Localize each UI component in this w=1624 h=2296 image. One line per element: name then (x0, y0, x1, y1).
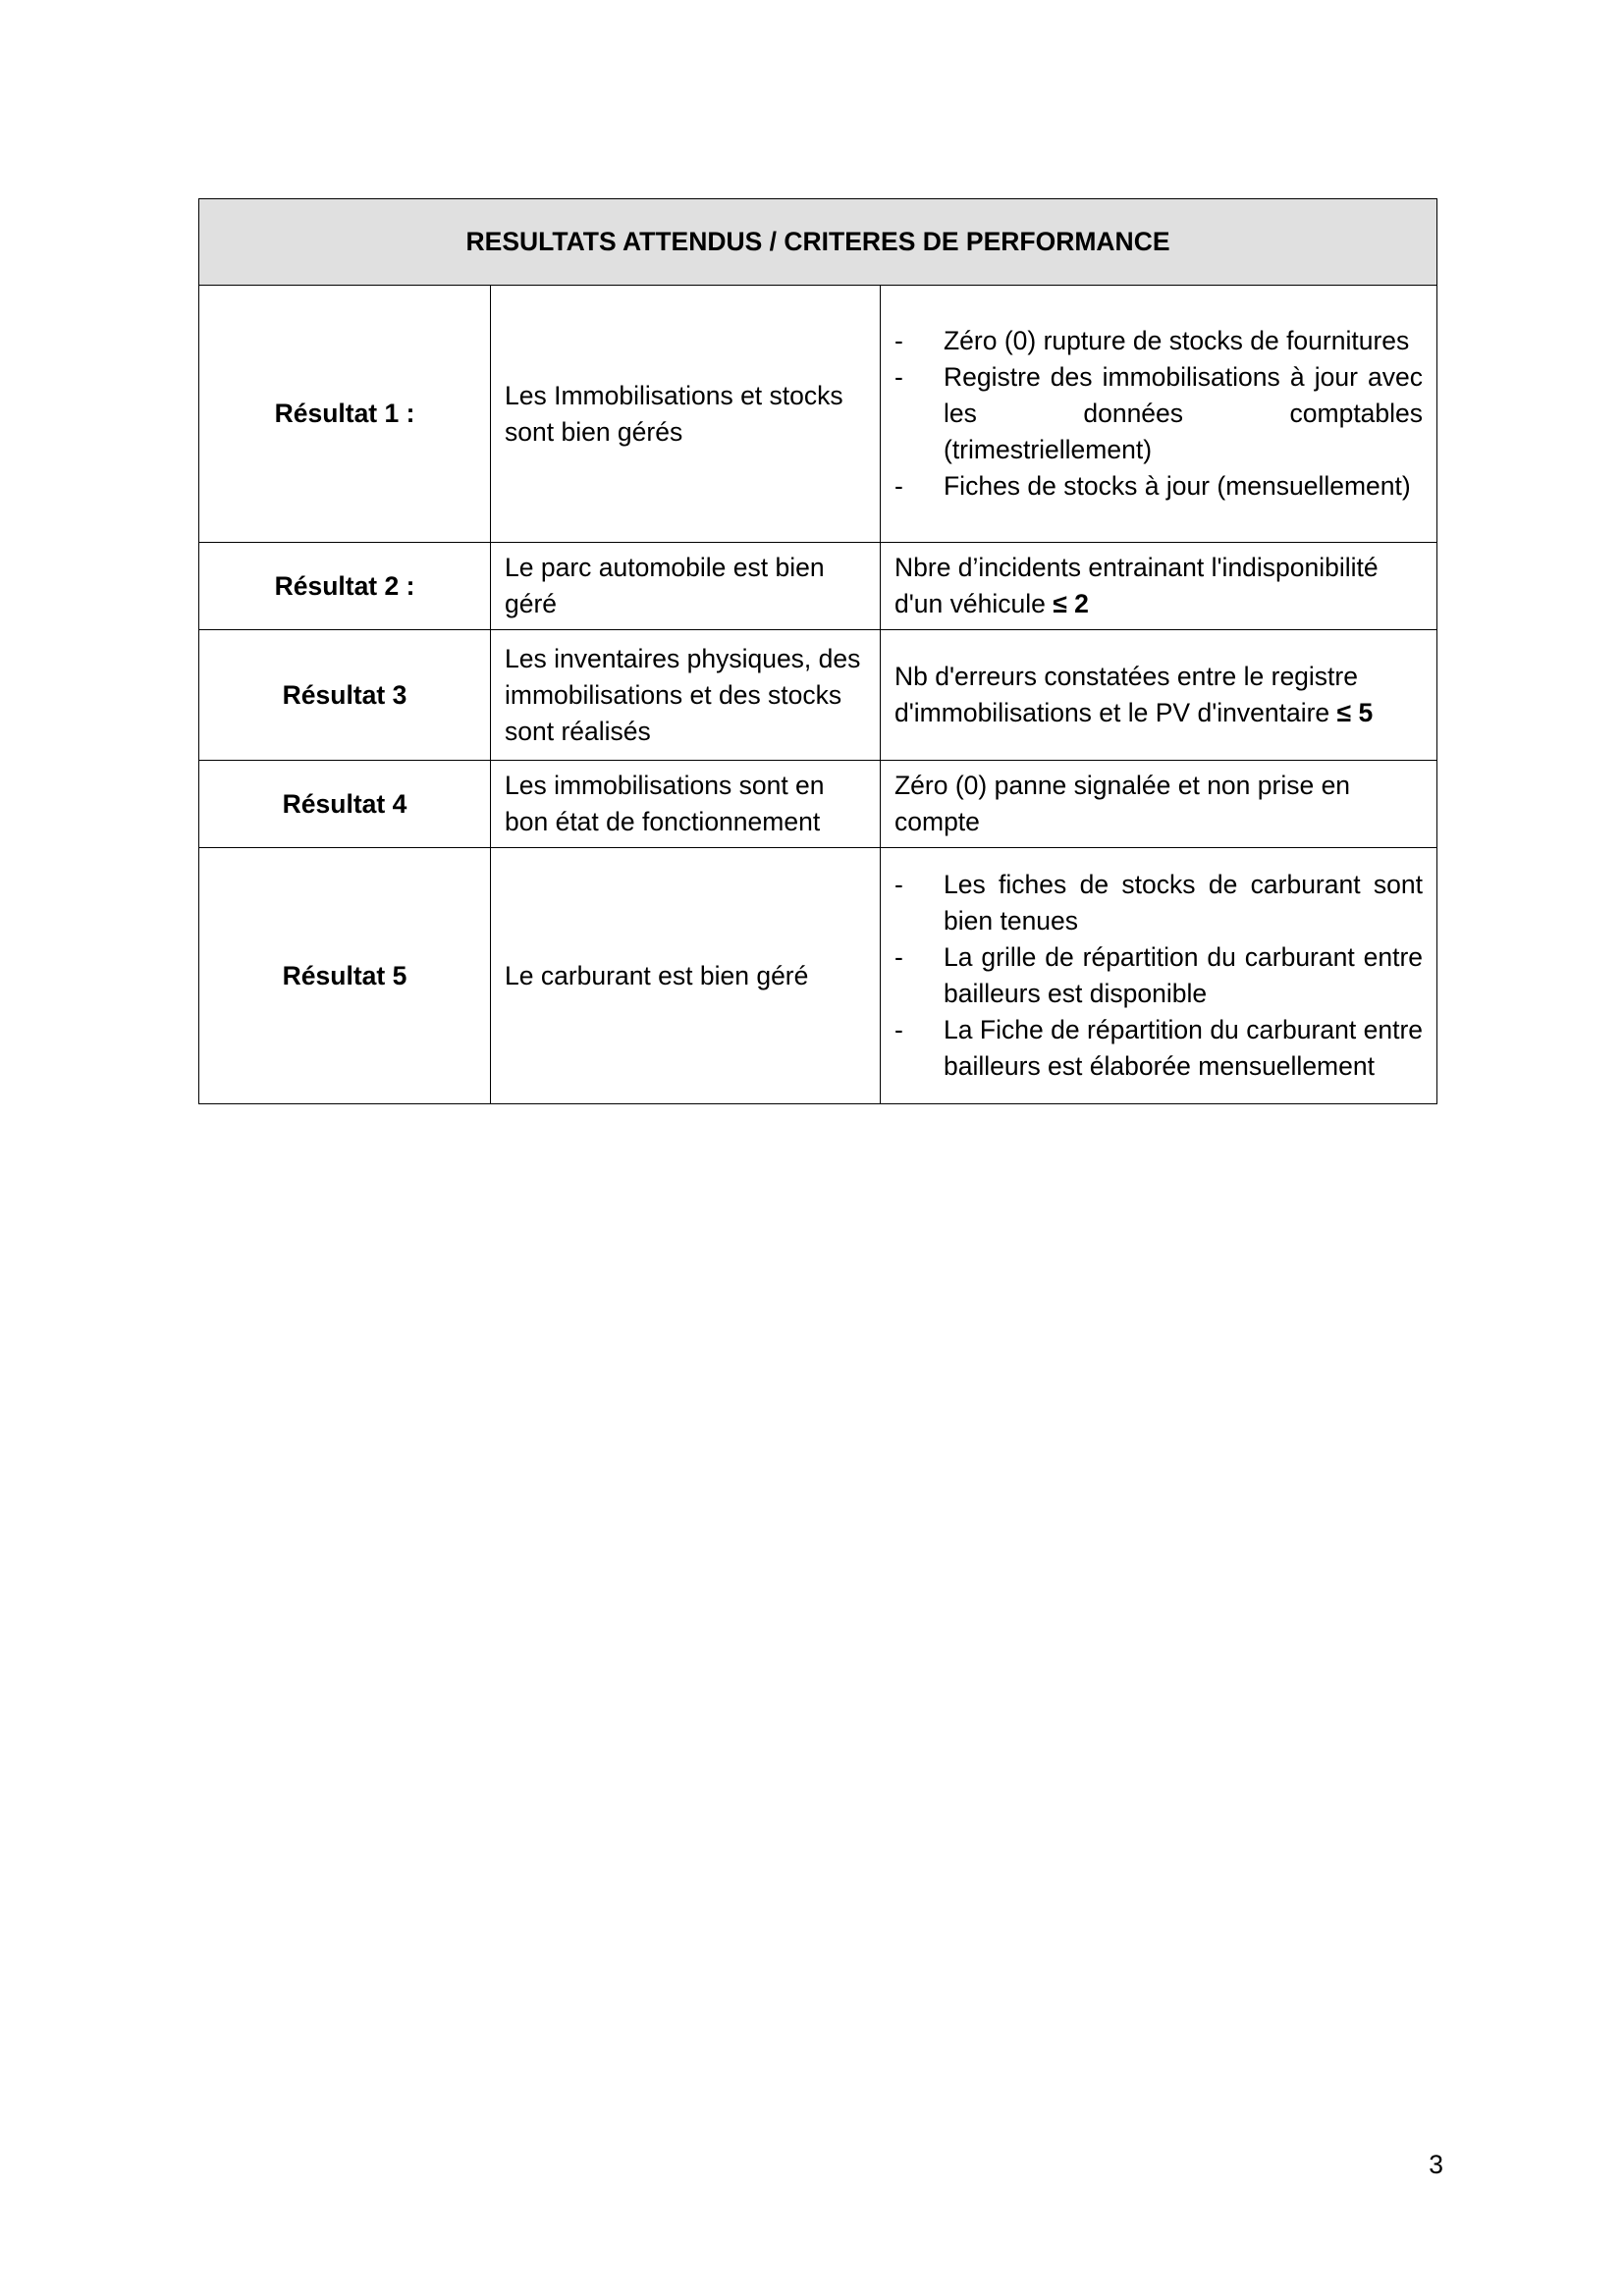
result-description: Les immobilisations sont en bon état de fonctionnement (491, 761, 881, 848)
list-dash: - (894, 362, 903, 392)
list-dash: - (894, 1015, 903, 1044)
criteria-text: La grille de répartition du carburant entre bailleurs est disponible (944, 942, 1424, 1008)
criteria-cell (881, 848, 1437, 1104)
criteria-threshold: ≤ 5 (1336, 698, 1374, 727)
criteria-list (894, 323, 1423, 505)
list-dash: - (894, 471, 903, 501)
result-label: Résultat 2 : (199, 543, 491, 630)
criteria-item (894, 468, 1423, 505)
table-row (199, 286, 1437, 543)
result-label: Résultat 4 (199, 761, 491, 848)
criteria-text: Zéro (0) rupture de stocks de fournitures (944, 326, 1410, 355)
list-dash: - (894, 942, 903, 972)
table-row (199, 761, 1437, 848)
table-header-row (199, 199, 1437, 286)
table-row (199, 543, 1437, 630)
result-description: Le carburant est bien géré (491, 848, 881, 1104)
performance-table (198, 198, 1437, 1104)
criteria-cell (881, 286, 1437, 543)
result-description: Les Immobilisations et stocks sont bien gérés (491, 286, 881, 543)
table-row (199, 848, 1437, 1104)
criteria-cell (881, 543, 1437, 630)
criteria-item (894, 323, 1423, 359)
criteria-threshold: ≤ 2 (1053, 589, 1089, 618)
criteria-item (894, 939, 1423, 1012)
criteria-item (894, 1012, 1423, 1085)
criteria-cell (881, 630, 1437, 761)
list-dash: - (894, 326, 903, 355)
result-description: Les inventaires physiques, des immobilisations et des stocks sont réalisés (491, 630, 881, 761)
table-row (199, 630, 1437, 761)
criteria-text: Fiches de stocks à jour (mensuellement) (944, 471, 1411, 501)
result-label: Résultat 5 (199, 848, 491, 1104)
criteria-text: Zéro (0) panne signalée et non prise en compte (894, 771, 1351, 836)
criteria-list (894, 867, 1423, 1085)
criteria-text: Nb d'erreurs constatées entre le registre d'immobilisations et le PV d'inventaire (894, 662, 1358, 727)
criteria-item (894, 359, 1423, 468)
page-number: 3 (1429, 2150, 1443, 2179)
criteria-text: La Fiche de répartition du carburant entre bailleurs est élaborée mensuellement (944, 1015, 1424, 1081)
result-label: Résultat 3 (199, 630, 491, 761)
result-description: Le parc automobile est bien géré (491, 543, 881, 630)
table-header: RESULTATS ATTENDUS / CRITERES DE PERFORMANCE (199, 199, 1437, 286)
result-label: Résultat 1 : (199, 286, 491, 543)
criteria-cell (881, 761, 1437, 848)
list-dash: - (894, 870, 903, 899)
criteria-text: Registre des immobilisations à jour avec les données comptables (trimestriellement) (944, 362, 1424, 464)
criteria-item (894, 867, 1423, 939)
criteria-text: Nbre d’incidents entrainant l'indisponibilité d'un véhicule (894, 553, 1379, 618)
criteria-text: Les fiches de stocks de carburant sont bien tenues (944, 870, 1424, 935)
